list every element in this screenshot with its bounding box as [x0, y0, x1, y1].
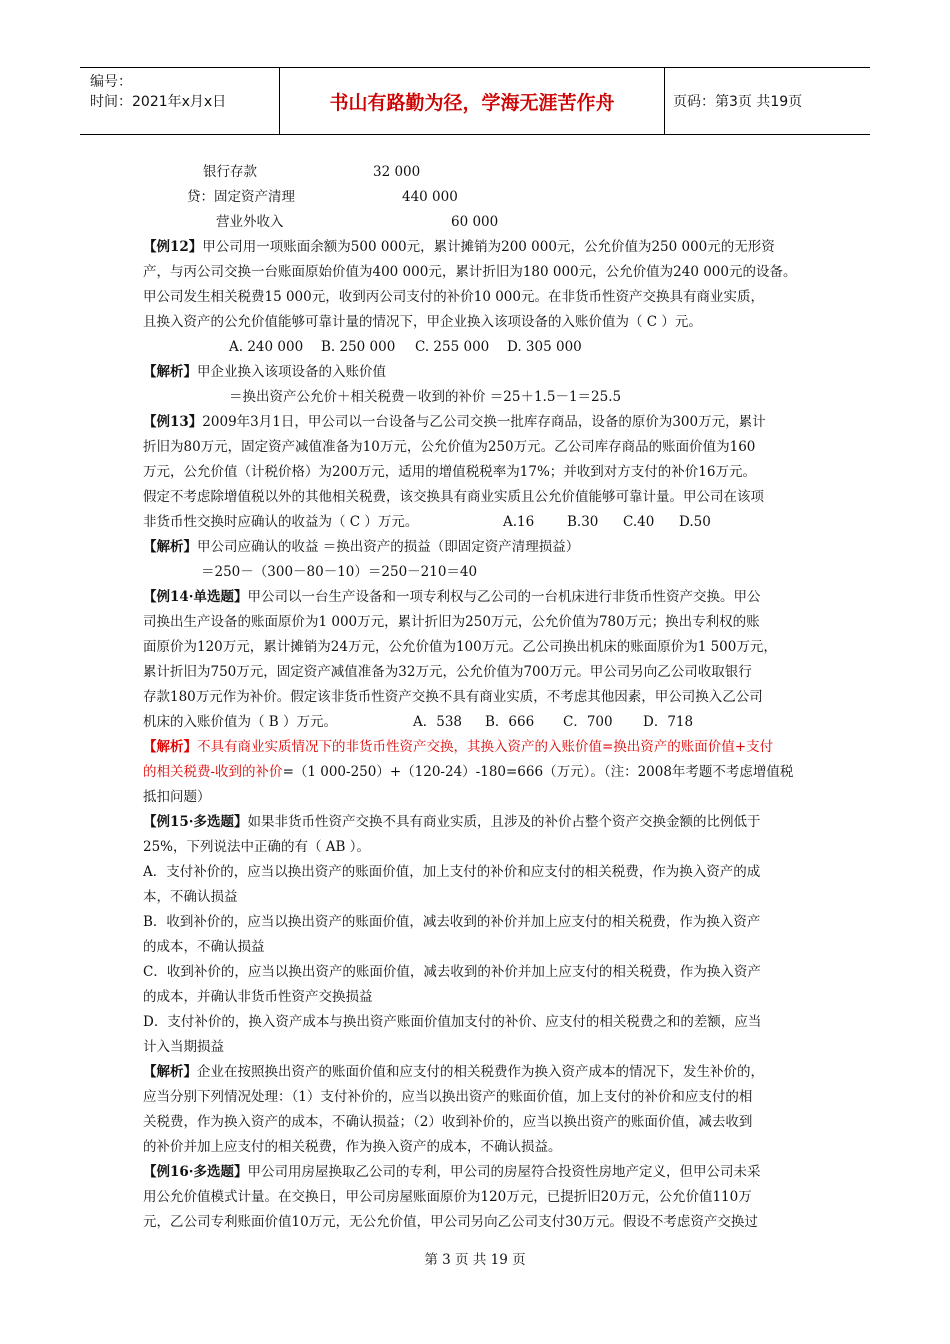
text-line: 企业在按照换出资产的账面价值和应支付的相关税费作为换入资产成本的情况下，发生补价的，	[197, 1064, 764, 1080]
text-line: 万元，公允价值（计税价格）为200万元，适用的增值税税率为17%；并收到对方支付的补价16万元。	[143, 464, 756, 480]
analysis-tag: 【解析】	[143, 539, 197, 555]
option-line: 的成本，不确认损益	[143, 939, 265, 955]
header-motto: 书山有路勤为径，学海无涯苦作舟	[280, 68, 665, 134]
option-line: D．支付补价的，换入资产成本与换出资产账面价值加支付的补价、应支付的相关税费之和的差额，应当	[143, 1014, 762, 1030]
example-12-line	[143, 235, 811, 260]
text-line	[143, 710, 811, 735]
option-line: C．收到补价的，应当以换出资产的账面价值，减去收到的补价并加上应支付的相关税费，作为换入资产	[143, 964, 761, 980]
journal-amount: 60 000	[451, 214, 499, 230]
option-d: D. 305 000	[507, 339, 582, 355]
highlighted-text: 的相关税费-收到的补价	[143, 764, 283, 780]
text-line	[143, 510, 811, 535]
example-13-tag: 【例13】	[143, 414, 203, 430]
example-15-analysis	[143, 1060, 811, 1085]
example-13-line	[143, 410, 811, 435]
text-line: 的补价并加上应支付的相关税费，作为换入资产的成本，不确认损益。	[143, 1139, 562, 1155]
text-line: 2009年3月1日，甲公司以一台设备与乙公司交换一批库存商品，设备的原价为300万元，累计	[202, 414, 766, 430]
option-a: A. 240 000	[229, 339, 304, 355]
formula: ＝换出资产公允价＋相关税费－收到的补价 ＝25＋1.5－1＝25.5	[229, 389, 622, 405]
example-16-tag: 【例16·多选题】	[143, 1164, 248, 1180]
header-left-cell	[80, 68, 280, 134]
header-page-info: 页码：第3页 共19页	[673, 94, 803, 110]
option-a: A.16	[503, 514, 535, 530]
option-line: 本，不确认损益	[143, 889, 238, 905]
option-d: D．718	[643, 714, 694, 730]
page-header	[80, 67, 870, 135]
journal-line	[143, 185, 811, 210]
option-c: C.40	[623, 514, 655, 530]
text-line: 关税费，作为换入资产的成本，不确认损益；（2）收到补价的，应当以换出资产的账面价值，减去收到	[143, 1114, 753, 1130]
text-line: 应当分别下列情况处理：（1）支付补价的，应当以换出资产的账面价值，加上支付的补价和应支付的相	[143, 1089, 753, 1105]
highlighted-text: 不具有商业实质情况下的非货币性资产交换，其换入资产的入账价值=换出资产的账面价值+支付	[197, 739, 774, 755]
formula: ＝250－（300－80－10）＝250－210＝40	[201, 564, 478, 580]
formula: =（1 000-250）+（120-24）-180=666（万元）。（注：2008年考题不考虑增值税	[282, 764, 794, 780]
text-line: 且换入资产的公允价值能够可靠计量的情况下，甲企业换入该项设备的入账价值为（ C ）元。	[143, 314, 702, 330]
analysis-tag: 【解析】	[143, 739, 197, 755]
option-line: B．收到补价的，应当以换出资产的账面价值，减去收到的补价并加上应支付的相关税费，作为换入资产	[143, 914, 761, 930]
example-15-tag: 【例15·多选题】	[143, 814, 248, 830]
text-line: 甲公司以一台生产设备和一项专利权与乙公司的一台机床进行非货币性资产交换。甲公	[247, 589, 761, 605]
text-line: 甲公司用一项账面余额为500 000元，累计摊销为200 000元，公允价值为250 000元的无形资	[202, 239, 775, 255]
text-line: 元，乙公司专利账面价值10万元，无公允价值，甲公司另向乙公司支付30万元。假设不考虑资产交换过	[143, 1214, 758, 1230]
question-text: 非货币性交换时应确认的收益为（ C ）万元。	[143, 514, 419, 530]
text-line: 25%，下列说法中正确的有（ AB ）。	[143, 839, 371, 855]
option-c: C. 255 000	[415, 339, 490, 355]
example-14-analysis	[143, 735, 811, 760]
example-15-line	[143, 810, 811, 835]
text-line: 产，与丙公司交换一台账面原始价值为400 000元，累计折旧为180 000元，公允价值为240 000元的设备。	[143, 264, 797, 280]
text-line	[143, 385, 811, 410]
analysis-tag: 【解析】	[143, 1064, 197, 1080]
text-line: 甲企业换入该项设备的入账价值	[197, 364, 386, 380]
journal-account: 银行存款	[203, 164, 257, 180]
text-line: 累计折旧为750万元，固定资产减值准备为32万元，公允价值为700万元。甲公司另向乙公司收取银行	[143, 664, 752, 680]
text-line: 甲公司用房屋换取乙公司的专利，甲公司的房屋符合投资性房地产定义，但甲公司未采	[247, 1164, 761, 1180]
journal-line	[143, 210, 811, 235]
text-line: 甲公司应确认的收益 ＝换出资产的损益（即固定资产清理损益）	[197, 539, 580, 555]
text-line: 抵扣问题）	[143, 789, 211, 805]
option-b: B．666	[485, 714, 535, 730]
text-line: 存款180万元作为补价。假定该非货币性资产交换不具有商业实质，不考虑其他因素，甲公司换入乙公司	[143, 689, 763, 705]
journal-account: 营业外收入	[216, 214, 284, 230]
example-12-analysis	[143, 360, 811, 385]
example-16-line	[143, 1160, 811, 1185]
question-text: 机床的入账价值为（ B ）万元。	[143, 714, 338, 730]
option-a: A．538	[413, 714, 463, 730]
text-line: 司换出生产设备的账面原价为1 000万元，累计折旧为250万元，公允价值为780万元；换出专利权的账	[143, 614, 760, 630]
journal-line	[143, 160, 811, 185]
text-line: 假定不考虑除增值税以外的其他相关税费，该交换具有商业实质且公允价值能够可靠计量。甲公司在该项	[143, 489, 764, 505]
text-line: 面原价为120万元，累计摊销为24万元，公允价值为100万元。乙公司换出机床的账面原价为1 500万元，	[143, 639, 777, 655]
option-line: A．支付补价的，应当以换出资产的账面价值，加上支付的补价和应支付的相关税费，作为换入资产的成	[143, 864, 761, 880]
text-line: 用公允价值模式计量。在交换日，甲公司房屋账面原价为120万元，已提折旧20万元，公允价值110万	[143, 1189, 752, 1205]
document-number-label: 编号：	[90, 74, 132, 90]
example-14-tag: 【例14·单选题】	[143, 589, 248, 605]
text-line	[143, 560, 811, 585]
text-line: 如果非货币性资产交换不具有商业实质，且涉及的补价占整个资产交换金额的比例低于	[247, 814, 761, 830]
text-line: 甲公司发生相关税费15 000元，收到丙公司支付的补价10 000元。在非货币性资产交换具有商业实质，	[143, 289, 764, 305]
text-line	[143, 760, 811, 785]
journal-amount: 32 000	[373, 164, 421, 180]
option-line: 计入当期损益	[143, 1039, 224, 1055]
option-d: D.50	[679, 514, 711, 530]
example-12-tag: 【例12】	[143, 239, 203, 255]
option-c: C．700	[563, 714, 613, 730]
journal-account: 贷：固定资产清理	[187, 189, 295, 205]
example-12-options	[143, 335, 811, 360]
analysis-tag: 【解析】	[143, 364, 197, 380]
example-13-analysis	[143, 535, 811, 560]
date-label: 时间：2021年x月x日	[90, 94, 227, 110]
text-line: 折旧为80万元，固定资产减值准备为10万元，公允价值为250万元。乙公司库存商品的账面价值为160	[143, 439, 756, 455]
example-14-line	[143, 585, 811, 610]
document-body	[143, 160, 811, 1235]
option-b: B. 250 000	[321, 339, 396, 355]
page-footer: 第 3 页 共 19 页	[424, 1252, 526, 1268]
option-b: B.30	[567, 514, 599, 530]
journal-amount: 440 000	[402, 189, 458, 205]
option-line: 的成本，并确认非货币性资产交换损益	[143, 989, 373, 1005]
